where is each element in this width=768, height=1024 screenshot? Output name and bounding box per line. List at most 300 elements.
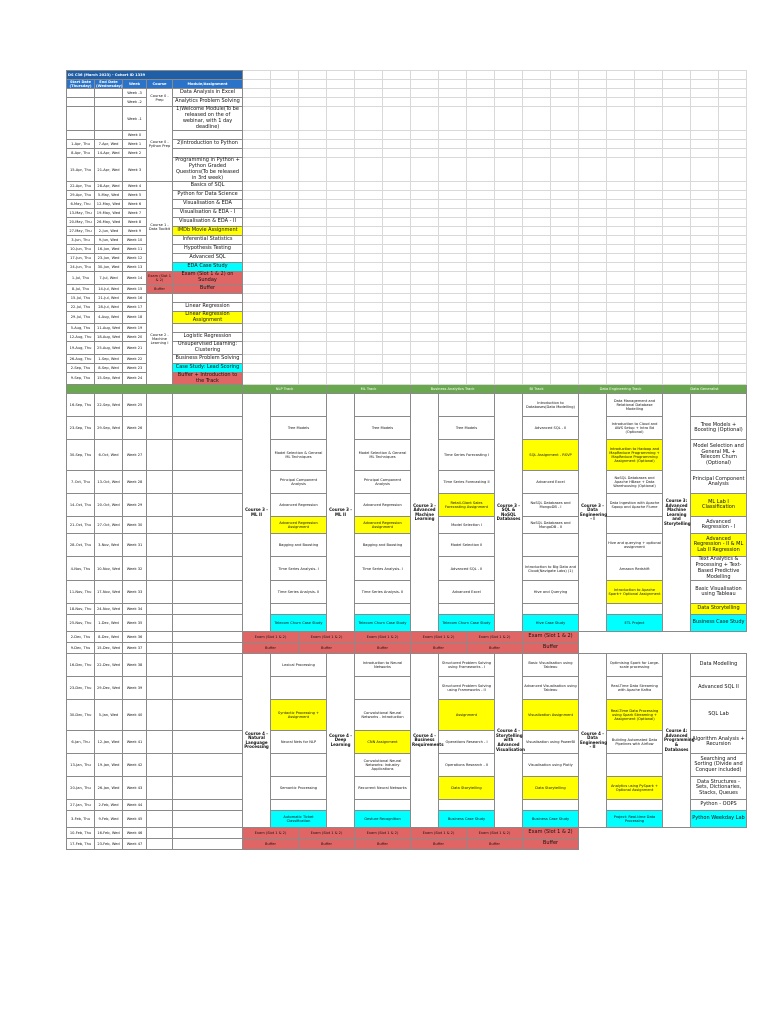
empty-cell xyxy=(719,302,747,311)
empty-cell xyxy=(523,354,551,363)
empty-cell xyxy=(243,140,271,149)
empty-cell xyxy=(691,263,719,272)
schedule-sheet xyxy=(66,70,745,850)
week-label: Week 32 xyxy=(123,557,147,581)
track-module: Advanced SQL - II xyxy=(439,557,495,581)
track-module xyxy=(523,604,579,615)
phase2-row xyxy=(67,677,747,700)
empty-cell xyxy=(607,191,635,200)
empty-cell xyxy=(355,158,383,182)
course-name: Course 3: Advanced Machine Learning and Storytelling xyxy=(663,394,691,632)
track-module: Model Selection & General ML Techniques xyxy=(355,440,411,471)
end-date: 4-Aug, Wed xyxy=(95,311,123,324)
empty-cell xyxy=(243,272,271,285)
empty-cell xyxy=(467,149,495,158)
track-module: Structured Problem Solving using Frameworks - II xyxy=(439,677,495,700)
empty-cell xyxy=(383,98,411,107)
empty-cell xyxy=(607,218,635,227)
empty-cell xyxy=(467,333,495,342)
end-date: 13-Oct, Wed xyxy=(95,471,123,494)
empty-cell xyxy=(383,209,411,218)
track-module: Buffer xyxy=(355,643,411,654)
empty-cell xyxy=(495,182,523,191)
week-label: Week 18 xyxy=(123,311,147,324)
start-date: 10-Jun, Thu xyxy=(67,245,95,254)
empty-cell xyxy=(691,158,719,182)
end-date: 5-May, Wed xyxy=(95,191,123,200)
start-date: 25-Nov, Thu xyxy=(67,615,95,632)
empty-cell xyxy=(467,89,495,98)
week-label: Week 13 xyxy=(123,263,147,272)
course-name: Buffer xyxy=(147,284,173,293)
empty-cell xyxy=(691,254,719,263)
empty-cell xyxy=(299,363,327,372)
empty-cell xyxy=(579,158,607,182)
track-module: Exam (Slot 1 & 2) xyxy=(523,632,579,643)
track-module: Data Storytelling xyxy=(439,777,495,800)
empty-cell xyxy=(635,236,663,245)
end-date: 6-Oct, Wed xyxy=(95,440,123,471)
week-label: Week 41 xyxy=(123,731,147,754)
phase2-row xyxy=(67,417,747,440)
start-date: 28-Oct, Thu xyxy=(67,534,95,557)
spacer xyxy=(173,811,243,828)
start-date: 1-Apr, Thu xyxy=(67,140,95,149)
empty-cell xyxy=(579,236,607,245)
track-header-spacer xyxy=(67,385,243,394)
week-label: Week -1 xyxy=(123,107,147,131)
empty-cell xyxy=(411,71,439,80)
empty-cell xyxy=(523,284,551,293)
end-date: 19-Jan, Wed xyxy=(95,754,123,777)
empty-cell xyxy=(355,227,383,236)
empty-cell xyxy=(579,131,607,140)
empty-cell xyxy=(607,302,635,311)
course-name: Course 2 - Machine Learning I xyxy=(147,293,173,385)
empty-cell xyxy=(243,333,271,342)
track-module: Time Series Analysis- II xyxy=(271,581,327,604)
week-label: Week 28 xyxy=(123,471,147,494)
empty-cell xyxy=(635,182,663,191)
track-module: Exam (Slot 1 & 2) xyxy=(467,828,523,839)
spacer xyxy=(147,828,173,839)
start-date: 12-Aug, Thu xyxy=(67,333,95,342)
phase1-row xyxy=(67,284,747,293)
end-date: 26-May, Wed xyxy=(95,218,123,227)
empty-cell xyxy=(607,272,635,285)
track-module: Introduction to Big Data and Cloud(Navigate Labs) (1) xyxy=(523,557,579,581)
track-module: SQL Lab xyxy=(691,700,747,731)
empty-cell xyxy=(327,372,355,385)
empty-cell xyxy=(411,293,439,302)
spacer xyxy=(173,557,243,581)
track-module: Buffer xyxy=(243,643,299,654)
empty-cell xyxy=(439,324,467,333)
column-header: End Date (Wednesday) xyxy=(96,80,123,89)
track-module xyxy=(439,394,495,417)
empty-cell xyxy=(411,254,439,263)
track-module: Python - OOPS xyxy=(691,800,747,811)
end-date xyxy=(95,89,123,98)
end-date: 3-Nov, Wed xyxy=(95,534,123,557)
track-module: Python Weekday Lab xyxy=(691,811,747,828)
spacer xyxy=(173,471,243,494)
column-header: Course xyxy=(147,80,173,89)
empty-cell xyxy=(719,209,747,218)
empty-cell xyxy=(495,191,523,200)
track-module: Advanced Regression Assignment xyxy=(355,517,411,534)
track-module: Time Series Analysis- II xyxy=(355,581,411,604)
end-date: 12-May, Wed xyxy=(95,200,123,209)
empty-cell xyxy=(691,107,719,131)
empty-cell xyxy=(355,372,383,385)
empty-cell xyxy=(243,254,271,263)
end-date: 30-Jun, Wed xyxy=(95,263,123,272)
empty-cell xyxy=(719,372,747,385)
phase2-row xyxy=(67,811,747,828)
week-label: Week 42 xyxy=(123,754,147,777)
empty-cell xyxy=(607,324,635,333)
empty-cell xyxy=(523,149,551,158)
empty-cell xyxy=(467,311,495,324)
empty-cell xyxy=(691,236,719,245)
empty-cell xyxy=(691,354,719,363)
empty-cell xyxy=(523,363,551,372)
empty-cell xyxy=(243,293,271,302)
empty-cell xyxy=(299,324,327,333)
empty-cell xyxy=(243,218,271,227)
empty-cell xyxy=(551,227,579,236)
empty-cell xyxy=(495,236,523,245)
track-module: Neural Nets for NLP xyxy=(271,731,327,754)
track-module: Operations Research - I xyxy=(439,731,495,754)
empty-cell xyxy=(299,71,327,80)
empty-cell xyxy=(579,372,607,385)
empty-cell xyxy=(467,372,495,385)
track-module: Buffer xyxy=(523,839,579,850)
end-date: 29-Sep, Wed xyxy=(95,417,123,440)
week-label: Week 30 xyxy=(123,517,147,534)
empty-cell xyxy=(607,236,635,245)
course-name: Course 3 - SQL & NoSQL Databases xyxy=(495,394,523,632)
empty-cell xyxy=(495,372,523,385)
empty-cell xyxy=(383,354,411,363)
week-label: Week 45 xyxy=(123,811,147,828)
week-label: Week 12 xyxy=(123,254,147,263)
phase2-row xyxy=(67,754,747,777)
empty-cell xyxy=(691,149,719,158)
track-module: Data Ingestion with Apache Sqoop and Apache Flume xyxy=(607,494,663,517)
empty-cell xyxy=(327,107,355,131)
week-label: Week 11 xyxy=(123,245,147,254)
start-date: 18-Nov, Thu xyxy=(67,604,95,615)
empty-cell xyxy=(635,293,663,302)
empty-cell xyxy=(411,131,439,140)
empty-cell xyxy=(635,302,663,311)
empty-cell xyxy=(355,342,383,355)
start-date: 9-Dec, Thu xyxy=(67,643,95,654)
empty-cell xyxy=(355,363,383,372)
empty-cell xyxy=(551,263,579,272)
empty-cell xyxy=(439,200,467,209)
empty-cell xyxy=(523,131,551,140)
empty-cell xyxy=(635,80,663,89)
empty-cell xyxy=(691,89,719,98)
empty-cell xyxy=(635,71,663,80)
start-date: 29-Jul, Thu xyxy=(67,311,95,324)
empty-cell xyxy=(299,98,327,107)
track-module: Convolutional Neural Networks: Industry Applications xyxy=(355,754,411,777)
empty-cell xyxy=(243,302,271,311)
empty-cell xyxy=(551,98,579,107)
empty-cell xyxy=(271,302,299,311)
empty-cell xyxy=(551,182,579,191)
empty-cell xyxy=(299,209,327,218)
spacer xyxy=(173,828,243,839)
track-module: Advanced SQL - II xyxy=(523,417,579,440)
empty-cell xyxy=(691,363,719,372)
empty-cell xyxy=(243,149,271,158)
empty-cell xyxy=(579,311,607,324)
empty-cell xyxy=(467,200,495,209)
start-date: 4-Nov, Thu xyxy=(67,557,95,581)
track-module: Buffer xyxy=(523,643,579,654)
empty-cell xyxy=(243,200,271,209)
spacer xyxy=(173,677,243,700)
track-name: NLP Track xyxy=(243,385,327,394)
track-module xyxy=(271,677,327,700)
empty-cell xyxy=(439,191,467,200)
empty-cell xyxy=(551,354,579,363)
track-module: Lexical Processing xyxy=(271,654,327,677)
empty-cell xyxy=(411,363,439,372)
empty-cell xyxy=(411,191,439,200)
start-date: 5-Aug, Thu xyxy=(67,324,95,333)
end-date: 7-Apr, Wed xyxy=(95,140,123,149)
spacer xyxy=(147,581,173,604)
track-module xyxy=(607,517,663,534)
sheet-title: DS C36 (March 2023) - Cohort ID 1339 xyxy=(67,71,243,80)
empty-cell xyxy=(551,200,579,209)
track-module: Exam (Slot 1 & 2) xyxy=(299,632,355,643)
empty-cell xyxy=(299,218,327,227)
empty-cell xyxy=(635,89,663,98)
empty-cell xyxy=(663,311,691,324)
empty-cell xyxy=(411,342,439,355)
empty-cell xyxy=(719,236,747,245)
empty-cell xyxy=(271,284,299,293)
end-date: 11-Aug, Wed xyxy=(95,324,123,333)
empty-cell xyxy=(439,80,467,89)
phase1-row xyxy=(67,272,747,285)
end-date: 28-Apr, Wed xyxy=(95,182,123,191)
track-module: Buffer xyxy=(299,839,355,850)
empty-cell xyxy=(355,236,383,245)
empty-cell xyxy=(691,293,719,302)
track-module: Real-Time Data Streaming with Apache Kafka xyxy=(607,677,663,700)
empty-cell xyxy=(383,263,411,272)
track-module: Syntactic Processing + Assignment xyxy=(271,700,327,731)
empty-cell xyxy=(383,324,411,333)
track-module: Model Selection II xyxy=(439,534,495,557)
empty-cell xyxy=(439,302,467,311)
empty-cell xyxy=(607,71,635,80)
phase1-row xyxy=(67,182,747,191)
start-date: 27-Jan, Thu xyxy=(67,800,95,811)
module-assignment: Basics of SQL xyxy=(173,182,243,191)
empty-cell xyxy=(635,245,663,254)
end-date: 19-May, Wed xyxy=(95,209,123,218)
module-assignment: Hypothesis Testing xyxy=(173,245,243,254)
empty-cell xyxy=(467,245,495,254)
track-module xyxy=(607,800,663,811)
module-assignment: Exam (Slot 1 & 2) on Sunday xyxy=(173,272,243,285)
empty-cell xyxy=(271,354,299,363)
empty-cell xyxy=(299,131,327,140)
empty-cell xyxy=(467,272,495,285)
empty-cell xyxy=(355,89,383,98)
phase2-row xyxy=(67,440,747,471)
empty-cell xyxy=(663,254,691,263)
spacer xyxy=(173,800,243,811)
empty-cell xyxy=(383,89,411,98)
empty-cell xyxy=(327,149,355,158)
empty-cell xyxy=(467,354,495,363)
spacer xyxy=(147,534,173,557)
module-assignment: Linear Regression xyxy=(173,302,243,311)
empty-cell xyxy=(439,284,467,293)
track-module: Visualisation using PowerBI xyxy=(523,731,579,754)
empty-cell xyxy=(271,311,299,324)
empty-cell xyxy=(271,140,299,149)
empty-cell xyxy=(271,107,299,131)
empty-cell xyxy=(467,131,495,140)
track-module: Advanced Regression - II & ML Lab II Regression xyxy=(691,534,747,557)
spacer xyxy=(173,643,243,654)
course-name: Exam (Slot 1 & 2) xyxy=(147,272,173,285)
empty-cell xyxy=(579,191,607,200)
empty-cell xyxy=(299,245,327,254)
empty-cell xyxy=(355,218,383,227)
start-date: 3-Feb, Thu xyxy=(67,811,95,828)
empty-cell xyxy=(271,80,299,89)
empty-cell xyxy=(663,372,691,385)
empty-cell xyxy=(411,158,439,182)
empty-cell xyxy=(411,311,439,324)
empty-cell xyxy=(439,89,467,98)
empty-cell xyxy=(663,293,691,302)
empty-cell xyxy=(663,263,691,272)
empty-cell xyxy=(243,236,271,245)
end-date: 24-Nov, Wed xyxy=(95,604,123,615)
track-module: Searching and Sorting (Divide and Conquer included) xyxy=(691,754,747,777)
empty-cell xyxy=(607,293,635,302)
empty-cell xyxy=(551,363,579,372)
empty-cell xyxy=(243,209,271,218)
track-module: Principal Component Analysis xyxy=(691,471,747,494)
empty-cell xyxy=(663,324,691,333)
spacer xyxy=(147,471,173,494)
spacer xyxy=(147,494,173,517)
empty-cell xyxy=(607,333,635,342)
empty-cell xyxy=(411,209,439,218)
empty-cell xyxy=(271,89,299,98)
empty-cell xyxy=(355,107,383,131)
header-row xyxy=(67,80,747,89)
empty-cell xyxy=(411,245,439,254)
empty-cell xyxy=(439,227,467,236)
end-date: 8-Dec, Wed xyxy=(95,632,123,643)
empty-cell xyxy=(299,293,327,302)
course-name: Course 4 - Storytelling with Advanced Visualisation xyxy=(495,654,523,828)
track-module: Exam (Slot 1 & 2) xyxy=(355,828,411,839)
empty-cell xyxy=(411,182,439,191)
empty-cell xyxy=(579,254,607,263)
empty-cell xyxy=(691,182,719,191)
module-assignment: Linear Regression Assignment xyxy=(173,311,243,324)
spacer xyxy=(147,615,173,632)
empty-cell xyxy=(411,324,439,333)
track-name: BI Track xyxy=(495,385,579,394)
track-module: Advanced Regression - I xyxy=(691,517,747,534)
empty-cell xyxy=(663,158,691,182)
empty-cell xyxy=(299,284,327,293)
track-module: Optimising Spark for Large-scale processing xyxy=(607,654,663,677)
empty-cell xyxy=(411,302,439,311)
empty-cell xyxy=(271,158,299,182)
empty-cell xyxy=(719,158,747,182)
empty-cell xyxy=(719,363,747,372)
start-date: 2-Dec, Thu xyxy=(67,632,95,643)
empty-cell xyxy=(691,284,719,293)
empty-cell xyxy=(411,284,439,293)
track-module: Introduction to Neural Networks xyxy=(355,654,411,677)
empty-cell xyxy=(327,227,355,236)
empty-cell xyxy=(439,254,467,263)
empty-cell xyxy=(271,293,299,302)
empty-cell xyxy=(579,342,607,355)
empty-cell xyxy=(299,191,327,200)
empty-cell xyxy=(383,254,411,263)
empty-cell xyxy=(523,200,551,209)
empty-cell xyxy=(719,342,747,355)
module-assignment: Advanced SQL xyxy=(173,254,243,263)
empty-cell xyxy=(467,363,495,372)
empty-cell xyxy=(327,293,355,302)
empty-cell xyxy=(439,354,467,363)
empty-cell xyxy=(607,140,635,149)
empty-cell xyxy=(467,71,495,80)
empty-cell xyxy=(663,107,691,131)
track-module: Telecom Churn Case Study xyxy=(355,615,411,632)
week-label: Week 0 xyxy=(123,131,147,140)
end-date: 22-Dec, Wed xyxy=(95,654,123,677)
track-module: Hive and querying + optional assignment xyxy=(607,534,663,557)
empty-cell xyxy=(495,227,523,236)
spacer xyxy=(173,394,243,417)
track-module: Algorithm Analysis + Recursion xyxy=(691,731,747,754)
empty-cell xyxy=(691,324,719,333)
empty-cell xyxy=(383,131,411,140)
empty-cell xyxy=(411,333,439,342)
module-assignment: 2)Introduction to Python xyxy=(173,140,243,149)
phase2-row xyxy=(67,615,747,632)
track-module: Telecom Churn Case Study xyxy=(271,615,327,632)
track-module: Model Selection & General ML Techniques xyxy=(271,440,327,471)
track-module: Hive Case Study xyxy=(523,615,579,632)
module-assignment: Business Problem Solving xyxy=(173,354,243,363)
module-assignment: IMDb Movie Assignment xyxy=(173,227,243,236)
